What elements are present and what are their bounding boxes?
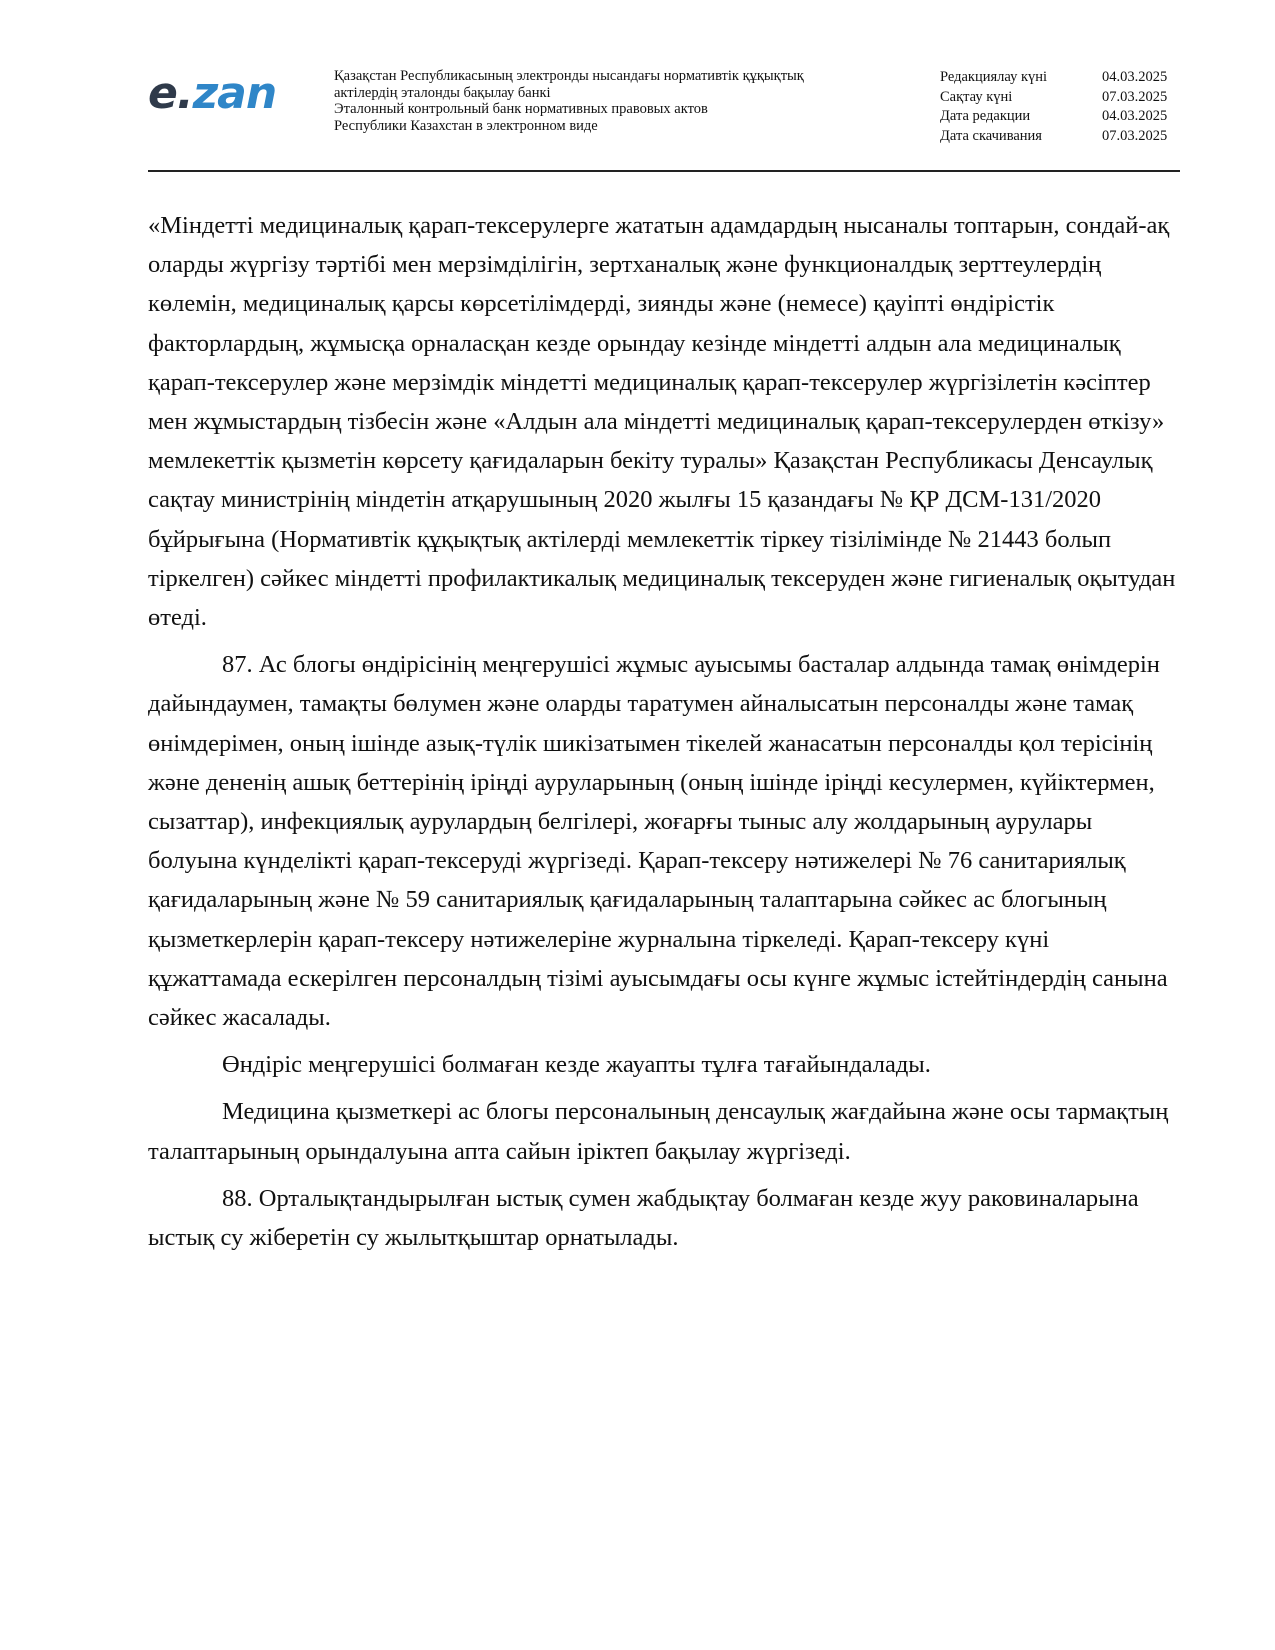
meta-value: 04.03.2025 (1102, 69, 1168, 85)
paragraph-87: 87. Ас блогы өндірісінің меңгерушісі жұмыс ауысымы басталар алдында тамақ өнімдерін дайындаумен, тамақты бөлумен және оларды таратумен айналысатын персоналды және тамақ өнімдерімен, оның ішінде азық-түлік шикізатымен тікелей жанасатын персоналды қол терісінің және дененің ашық беттерінің іріңді ауруларының (оның ішінде іріңді кесулермен, күйіктермен, сызаттар), инфекциялық аурулардың белгілері, жоғарғы тыныс алу жолдарының аурулары болуына күнделікті қарап-тексеруді жүргізеді. Қарап-тексеру нәтижелері № 76 санитариялық қағидаларының және № 59 санитариялық қағидаларының талаптарына сәйкес ас блогының қызметкерлерін қарап-тексеру нәтижелеріне журналына тіркеледі. Қарап-тексеру күні құжаттамада ескерілген персоналдың тізімі ауысымдағы осы күнге жұмыс істейтіндердің санына сәйкес жасалады. (148, 651, 1168, 1032)
meta-label: Дата редакции (940, 108, 1031, 124)
bank-line-3: Эталонный контрольный банк нормативных правовых актов (334, 101, 708, 117)
meta-row-edit-date-ru (940, 107, 1182, 127)
meta-row-save-date-kk (940, 88, 1182, 108)
meta-value: 07.03.2025 (1102, 88, 1168, 105)
logo-e: e (148, 68, 177, 119)
ezan-logo (148, 68, 277, 119)
bank-line-4: Республики Казахстан в электронном виде (334, 117, 598, 134)
meta-label: Дата скачивания (940, 127, 1042, 144)
paragraph: Медицина қызметкері ас блогы персоналының денсаулық жағдайына және осы тармақтың талаптарының орындалуына апта сайын іріктеп бақылау жүргізеді. (148, 1098, 1169, 1165)
logo-dot: . (176, 68, 193, 119)
meta-value: 07.03.2025 (1102, 127, 1168, 144)
meta-label: Сақтау күні (940, 88, 1013, 105)
logo-zan: zan (192, 68, 277, 119)
meta-value: 04.03.2025 (1102, 108, 1168, 124)
header-divider (148, 170, 1180, 172)
meta-row-edit-date-kk (940, 68, 1182, 88)
bank-line-2: актілердің эталонды бақылау банкі (334, 84, 551, 101)
paragraph: Өндіріс меңгерушісі болмаған кезде жауапты тұлға тағайындалады. (222, 1051, 931, 1079)
meta-label: Редакциялау күні (940, 69, 1048, 85)
document-body (148, 206, 1184, 1265)
bank-line-1: Қазақстан Республикасының электронды нысандағы нормативтік құқықтық (334, 68, 804, 84)
paragraph: «Міндетті медициналық қарап-тексерулерге жататын адамдардың нысаналы топтарын, сондай-ақ оларды жүргізу тәртібі мен мерзімділігін, зертханалық және функционалдық зерттеулердің көлемін, медициналық қарсы көрсетілімдерді, зиянды және (немесе) қауіпті өндірістік факторлардың, жұмысқа орналасқан кезде орындау кезінде міндетті алдын ала медициналық қарап-тексерулер және мерзімдік міндетті медициналық қарап-тексерулер жүргізілетін кәсіптер мен жұмыстардың тізбесін және «Алдын ала міндетті медициналық қарап-тексерулерден өткізу» мемлекеттік қызметін көрсету қағидаларын бекіту туралы» Қазақстан Республикасы Денсаулық сақтау министрінің міндетін атқарушының 2020 жылғы 15 қазандағы № ҚР ДСМ-131/2020 бұйрығына (Нормативтік құқықтық актілерді мемлекеттік тіркеу тізілімінде № 21443 болып тіркелген) сәйкес міндетті профилактикалық медициналық тексеруден және гигиеналық оқытудан өтеді. (148, 212, 1176, 632)
bank-description (334, 68, 804, 134)
document-header (148, 66, 1178, 166)
paragraph-88: 88. Орталықтандырылған ыстық сумен жабдықтау болмаған кезде жуу раковиналарына ыстық су жіберетін су жылытқыштар орнатылады. (148, 1184, 1139, 1252)
meta-row-download-date-ru (940, 127, 1182, 147)
document-dates (940, 68, 1182, 146)
